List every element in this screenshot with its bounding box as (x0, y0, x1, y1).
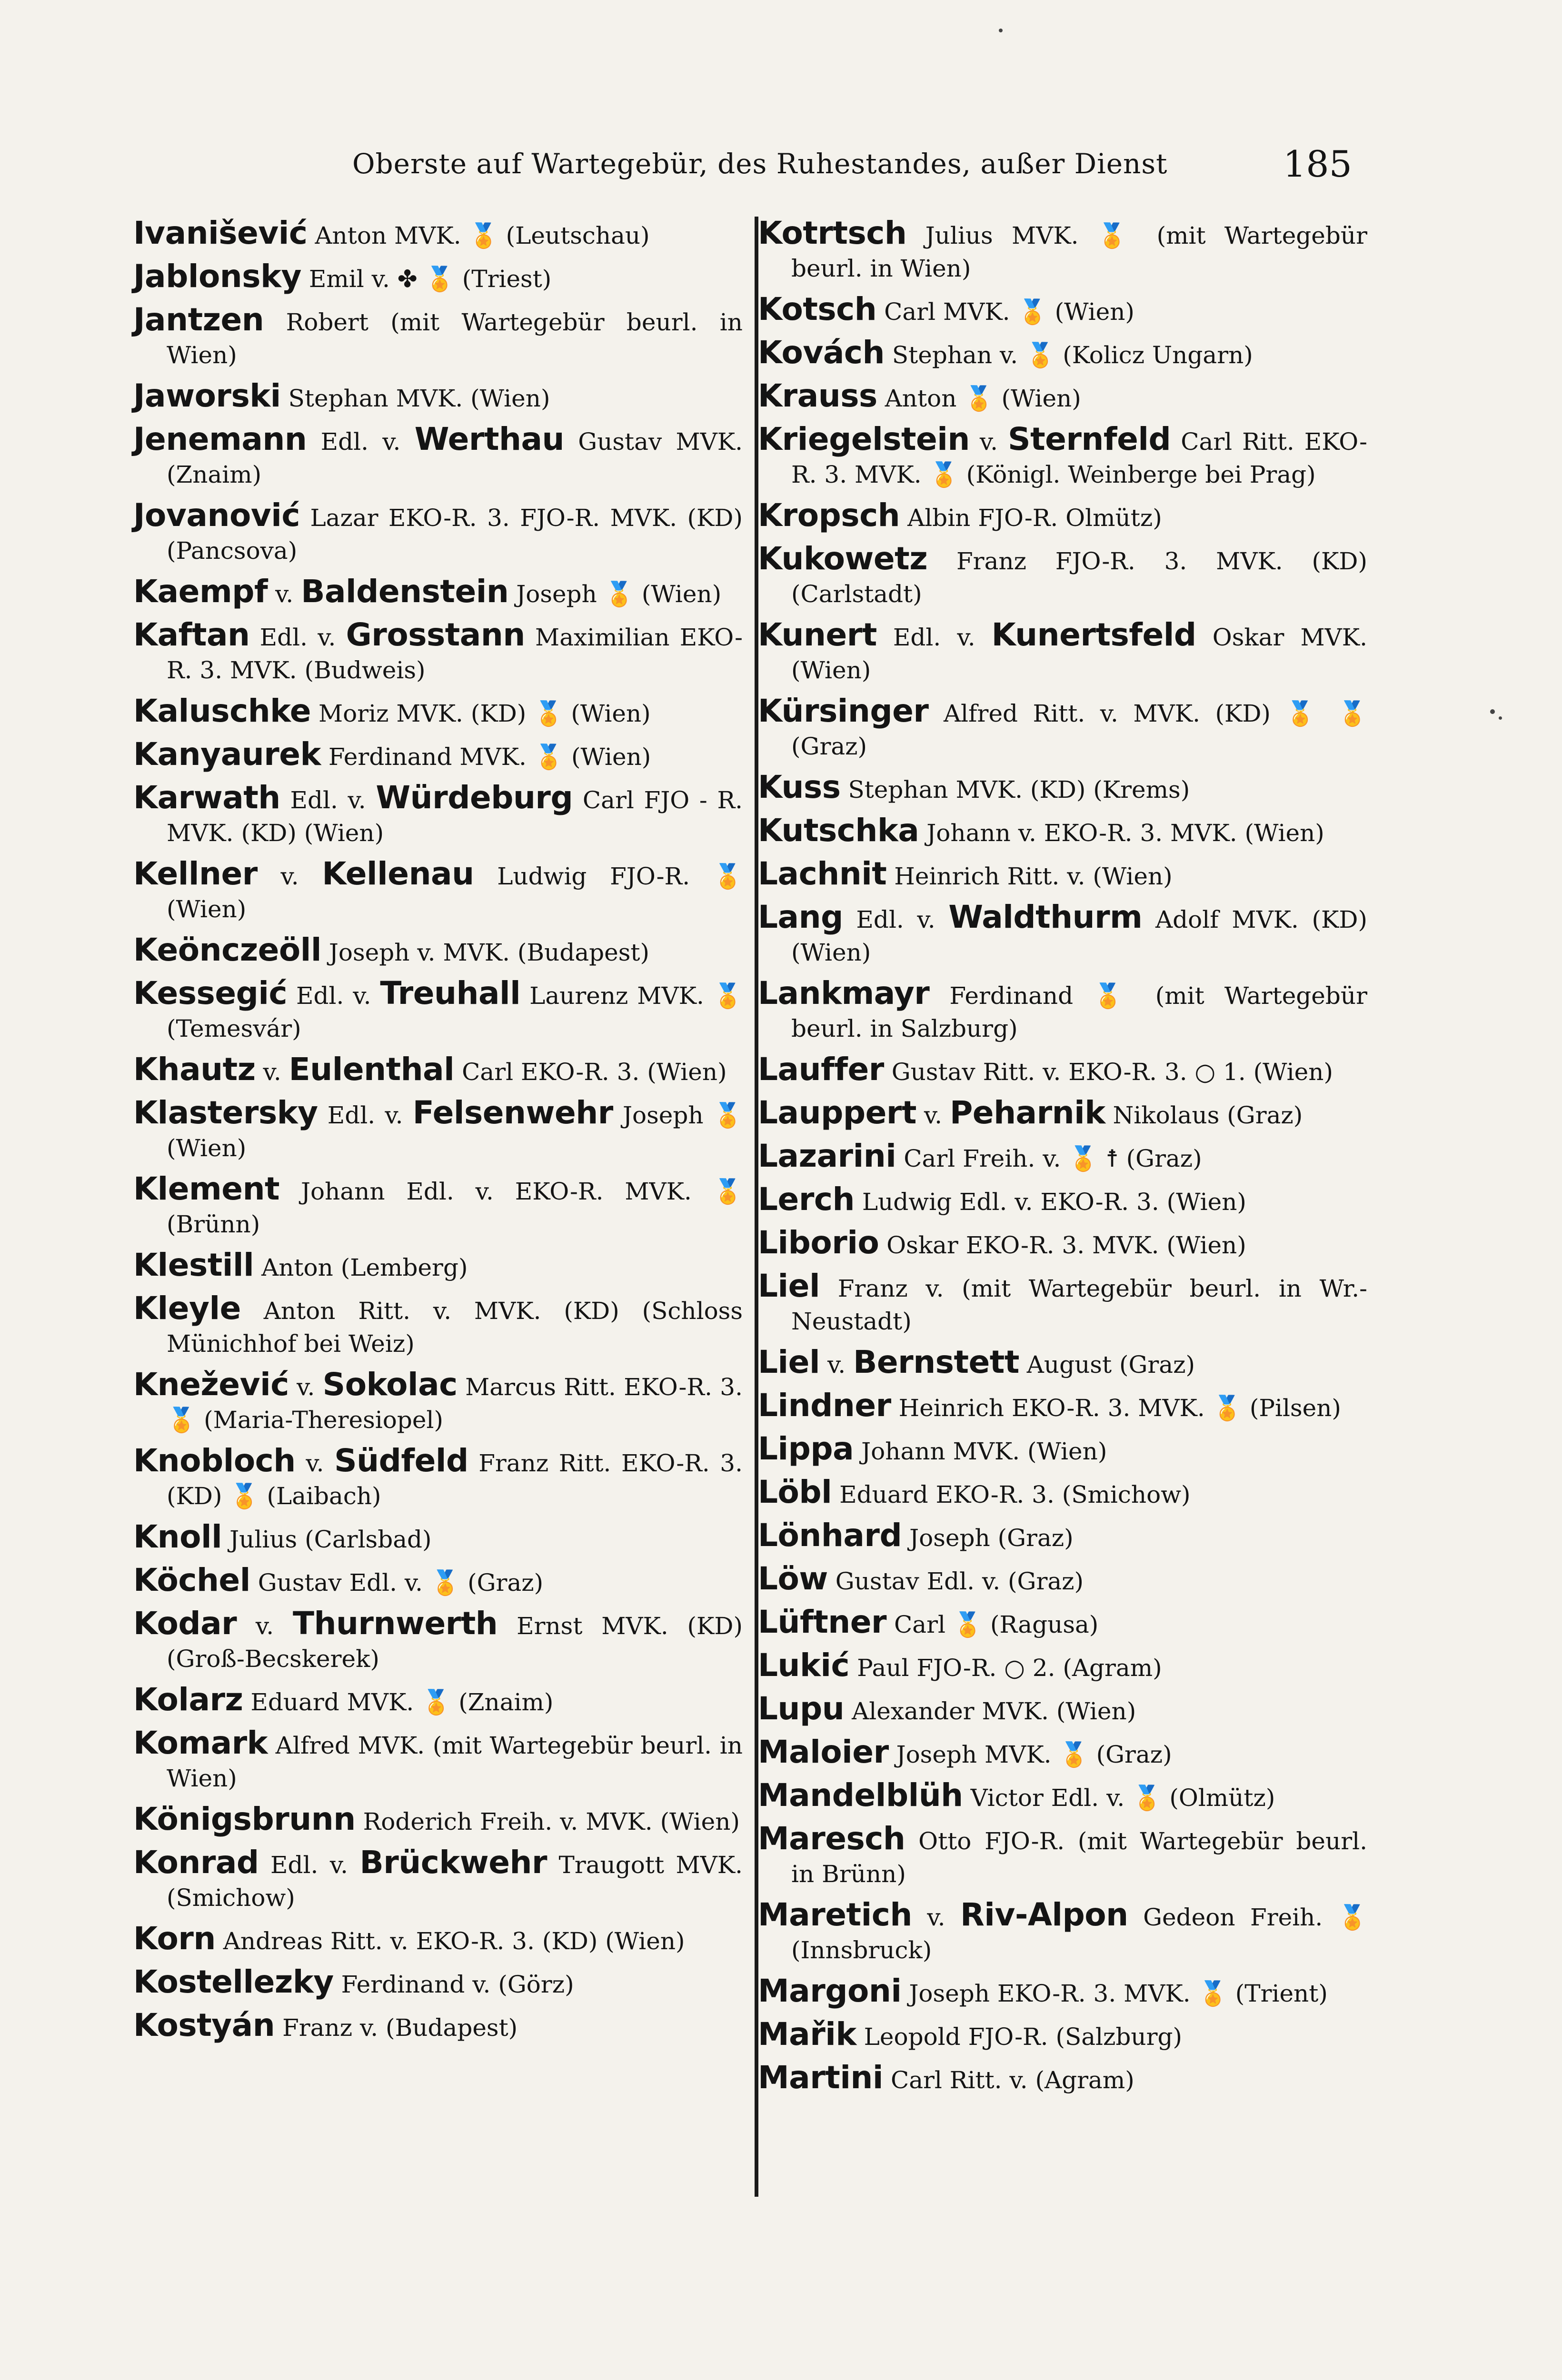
register-entry (133, 1683, 743, 1719)
entry-surname: Klastersky (133, 1094, 318, 1131)
entry-surname: Kutschka (758, 812, 919, 849)
speck (1499, 716, 1502, 720)
entry-surname: Lang (758, 899, 843, 935)
entry-details: Stephan v. 🏅 (Kolicz Ungarn) (885, 341, 1253, 369)
entry-predicate-name: Kellenau (322, 855, 474, 892)
entry-details: Edl. v. (843, 906, 949, 933)
entry-details: Edl. v. (307, 428, 415, 456)
entry-surname: Krauss (758, 377, 877, 414)
entry-surname: Maretich (758, 1896, 912, 1933)
entry-details: Edl. v. (259, 1851, 360, 1879)
entry-details: Moriz MVK. (KD) 🏅 (Wien) (311, 700, 651, 727)
entry-details: Anton (Lemberg) (254, 1254, 468, 1281)
entry-predicate-name: Bernstett (853, 1344, 1019, 1380)
register-entry (758, 1053, 1367, 1089)
entry-surname: Klestill (133, 1247, 254, 1283)
entry-surname: Kaempf (133, 573, 268, 610)
left-column (133, 217, 743, 2044)
register-entry (133, 303, 743, 372)
entry-details: Carl Freih. v. 🏅 ☨ (Graz) (896, 1145, 1202, 1172)
entry-surname: Kostyán (133, 2007, 275, 2043)
register-entry (133, 499, 743, 567)
register-entry (133, 1922, 743, 1958)
right-column (758, 217, 1367, 2097)
entry-surname: Lauppert (758, 1094, 916, 1131)
register-entry (133, 1803, 743, 1838)
register-entry (758, 857, 1367, 893)
entry-details: Paul FJO-R. ○ 2. (Agram) (849, 1654, 1162, 1682)
entry-details: Carl EKO-R. 3. (Wien) (454, 1058, 727, 1086)
entry-surname: Kleyle (133, 1290, 241, 1327)
register-entry (133, 1368, 743, 1437)
register-entry (133, 1726, 743, 1795)
register-entry (758, 1096, 1367, 1132)
entry-surname: Kukowetz (758, 540, 928, 577)
entry-details: Carl Ritt. EKO-R. 3. MVK. 🏅 (Königl. Weinberge bei Prag) (791, 428, 1367, 488)
entry-predicate-name: Felsenwehr (412, 1094, 613, 1131)
entry-details: Leopold FJO-R. (Salzburg) (856, 2023, 1182, 2051)
entry-details: Franz Ritt. EKO-R. 3. (KD) 🏅 (Laibach) (167, 1449, 743, 1510)
register-entry (758, 217, 1367, 285)
register-entry (758, 1692, 1367, 1728)
entry-surname: Kolarz (133, 1681, 243, 1718)
entry-surname: Kostellezky (133, 1964, 334, 2000)
register-entry (758, 499, 1367, 535)
entry-details: Roderich Freih. v. MVK. (Wien) (355, 1808, 740, 1835)
entry-surname: Kunert (758, 616, 877, 653)
register-entry (133, 1249, 743, 1284)
entry-details: Johann v. EKO-R. 3. MVK. (Wien) (919, 819, 1324, 847)
entry-surname: Lachnit (758, 855, 887, 892)
register-entry (758, 1898, 1367, 1967)
entry-details: Oskar MVK. (Wien) (791, 624, 1367, 684)
entry-surname: Knoll (133, 1518, 222, 1555)
entry-predicate-name: Grosstann (346, 616, 525, 653)
entry-details: Albin FJO-R. Olmütz) (900, 504, 1162, 532)
entry-details: Eduard MVK. 🏅 (Znaim) (243, 1688, 554, 1716)
entry-surname: Jantzen (133, 301, 264, 338)
entry-details: v. (237, 1612, 293, 1640)
entry-details: Ludwig FJO-R. 🏅 (Wien) (167, 863, 743, 923)
entry-details: Traugott MVK. (Smichow) (167, 1851, 743, 1912)
entry-details: Anton Ritt. v. MVK. (KD) (Schloss Münichhof bei Weiz) (167, 1297, 743, 1358)
register-entry (133, 1520, 743, 1556)
entry-details: v. (268, 580, 301, 608)
entry-surname: Liborio (758, 1224, 879, 1261)
entry-details: Carl Ritt. v. (Agram) (883, 2066, 1134, 2094)
entry-details: Laurenz MVK. 🏅 (Temesvár) (167, 982, 743, 1042)
register-entry (133, 1444, 743, 1513)
register-entry (133, 2009, 743, 2044)
entry-details: Ernst MVK. (KD) (Groß-Becskerek) (167, 1612, 743, 1673)
register-entry (758, 1735, 1367, 1771)
entry-details: August (Graz) (1019, 1351, 1195, 1378)
register-entry (133, 1846, 743, 1914)
entry-surname: Maresch (758, 1820, 905, 1857)
entry-details: Emil v. ✤ 🏅 (Triest) (301, 265, 552, 293)
entry-predicate-name: Sokolac (322, 1366, 458, 1403)
entry-surname: Kaluschke (133, 693, 311, 729)
entry-details: Franz FJO-R. 3. MVK. (KD) (Carlstadt) (791, 547, 1367, 608)
entry-surname: Kodar (133, 1605, 237, 1642)
entry-details: Anton MVK. 🏅 (Leutschau) (307, 222, 650, 249)
entry-details: Marcus Ritt. EKO-R. 3. 🏅 (Maria-Theresiopel) (167, 1373, 743, 1434)
register-entry (758, 1389, 1367, 1425)
register-entry (133, 1053, 743, 1089)
entry-surname: Kovách (758, 334, 885, 371)
entry-details: Johann MVK. (Wien) (854, 1438, 1107, 1465)
register-entry (133, 1096, 743, 1165)
register-entry (133, 694, 743, 730)
register-entry (758, 1183, 1367, 1219)
entry-details: Victor Edl. v. 🏅 (Olmütz) (963, 1784, 1275, 1812)
register-entry (133, 1965, 743, 2001)
entry-surname: Konrad (133, 1844, 259, 1881)
register-entry (758, 1974, 1367, 2010)
speck (1490, 709, 1495, 714)
register-entry (758, 1476, 1367, 1511)
entry-details: Adolf MVK. (KD) (Wien) (791, 906, 1367, 966)
entry-surname: Königsbrunn (133, 1801, 356, 1837)
entry-surname: Klement (133, 1170, 280, 1207)
entry-details: Eduard EKO-R. 3. (Smichow) (832, 1481, 1191, 1508)
register-entry (133, 260, 743, 296)
register-entry (133, 781, 743, 850)
entry-details: v. (255, 1058, 289, 1086)
entry-details: Heinrich EKO-R. 3. MVK. 🏅 (Pilsen) (891, 1394, 1341, 1422)
page-header (133, 143, 1352, 195)
entry-details: v. (969, 428, 1008, 456)
register-entry (133, 857, 743, 926)
entry-surname: Margoni (758, 1973, 902, 2009)
entry-details: Anton 🏅 (Wien) (877, 385, 1081, 412)
entry-surname: Ivanišević (133, 215, 308, 251)
entry-surname: Kotrtsch (758, 215, 907, 251)
entry-details: Franz v. (mit Wartegebür beurl. in Wr.-Neustadt) (791, 1275, 1367, 1335)
entry-predicate-name: Waldthurm (948, 899, 1143, 935)
entry-surname: Kotsch (758, 291, 877, 327)
entry-details: Carl FJO - R. MVK. (KD) (Wien) (167, 786, 743, 847)
entry-surname: Kellner (133, 855, 258, 892)
entry-predicate-name: Brückwehr (359, 1844, 547, 1881)
entry-details: Alfred MVK. (mit Wartegebür beurl. in Wien) (167, 1732, 743, 1792)
entry-details: Johann Edl. v. EKO-R. MVK. 🏅 (Brünn) (167, 1178, 743, 1238)
entry-surname: Maloier (758, 1734, 889, 1770)
entry-surname: Jenemann (133, 421, 307, 457)
register-entry (133, 977, 743, 1045)
entry-surname: Kaftan (133, 616, 250, 653)
entry-surname: Mařik (758, 2016, 856, 2053)
register-entry (758, 1562, 1367, 1598)
register-entry (758, 423, 1367, 491)
register-entry (758, 1346, 1367, 1381)
register-entry (758, 542, 1367, 611)
entry-details: Oskar EKO-R. 3. MVK. (Wien) (879, 1231, 1246, 1259)
entry-details: v. (257, 863, 322, 890)
entry-surname: Kriegelstein (758, 421, 970, 457)
entry-details: Joseph 🏅 (Wien) (508, 580, 722, 608)
entry-surname: Keönczeöll (133, 932, 321, 968)
entry-details: Joseph EKO-R. 3. MVK. 🏅 (Trient) (901, 1980, 1328, 2007)
register-entry (758, 1822, 1367, 1891)
running-head: Oberste auf Wartegebür, des Ruhestandes, außer Dienst (352, 148, 1168, 180)
entry-details: Carl 🏅 (Ragusa) (886, 1611, 1099, 1638)
register-entry (758, 293, 1367, 328)
entry-surname: Lukić (758, 1647, 850, 1684)
register-entry (758, 977, 1367, 1045)
entry-details: Gustav Edl. v. 🏅 (Graz) (250, 1569, 544, 1597)
entry-surname: Martini (758, 2059, 884, 2096)
register-entry (758, 1519, 1367, 1555)
entry-predicate-name: Würdeburg (376, 779, 573, 816)
register-entry (133, 217, 743, 252)
register-entry (758, 618, 1367, 687)
entry-surname: Kanyaurek (133, 736, 321, 773)
entry-predicate-name: Thurnwerth (292, 1605, 498, 1642)
register-entry (758, 1779, 1367, 1815)
entry-details: Gustav MVK. (Znaim) (167, 428, 743, 488)
entry-details: Heinrich Ritt. v. (Wien) (886, 863, 1173, 890)
entry-details: v. (912, 1904, 960, 1931)
entry-predicate-name: Sternfeld (1008, 421, 1171, 457)
register-entry (758, 771, 1367, 806)
register-entry (133, 738, 743, 774)
entry-details: v. (289, 1373, 323, 1401)
entry-surname: Knežević (133, 1366, 289, 1403)
register-entry (758, 2018, 1367, 2053)
entry-surname: Köchel (133, 1562, 250, 1598)
register-entry (133, 933, 743, 969)
entry-details: Alfred Ritt. v. MVK. (KD) 🏅 🏅 (Graz) (791, 700, 1367, 760)
entry-predicate-name: Werthau (414, 421, 565, 457)
entry-details: Ferdinand MVK. 🏅 (Wien) (320, 743, 651, 771)
entry-surname: Lauffer (758, 1051, 884, 1088)
entry-surname: Liel (758, 1268, 820, 1304)
entry-details: Robert (mit Wartegebür beurl. in Wien) (167, 308, 743, 369)
entry-details: Lazar EKO-R. 3. FJO-R. MVK. (KD) (Pancsova) (167, 504, 743, 565)
register-entry (133, 1292, 743, 1360)
entry-surname: Korn (133, 1920, 216, 1957)
entry-surname: Lankmayr (758, 975, 930, 1012)
entry-surname: Kropsch (758, 497, 900, 534)
entry-predicate-name: Südfeld (334, 1442, 468, 1479)
entry-details: v. (820, 1351, 854, 1378)
entry-details: Joseph 🏅 (Wien) (167, 1101, 743, 1162)
entry-surname: Karwath (133, 779, 280, 816)
entry-surname: Jaworski (133, 377, 281, 414)
register-entry (758, 1432, 1367, 1468)
register-entry (758, 694, 1367, 763)
entry-details: Edl. v. (287, 982, 380, 1010)
entry-surname: Khautz (133, 1051, 256, 1088)
register-entry (133, 1172, 743, 1241)
speck (999, 29, 1003, 32)
register-entry (758, 2061, 1367, 2097)
entry-details: Nikolaus (Graz) (1105, 1101, 1303, 1129)
register-entry (758, 1226, 1367, 1262)
register-entry (133, 423, 743, 491)
entry-surname: Kürsinger (758, 693, 929, 729)
entry-details: Franz v. (Budapest) (275, 2014, 518, 2042)
entry-surname: Kuss (758, 769, 841, 805)
register-entry (133, 575, 743, 611)
entry-details: Ludwig Edl. v. EKO-R. 3. (Wien) (854, 1188, 1246, 1216)
register-entry (758, 336, 1367, 372)
register-entry (758, 1649, 1367, 1685)
entry-surname: Jovanović (133, 497, 300, 534)
entry-surname: Lerch (758, 1181, 855, 1218)
entry-details: v. (295, 1449, 335, 1477)
entry-surname: Lupu (758, 1690, 845, 1727)
entry-details: Stephan MVK. (KD) (Krems) (840, 776, 1190, 803)
entry-surname: Löw (758, 1560, 828, 1597)
entry-surname: Jablonsky (133, 258, 301, 295)
register-entry (758, 814, 1367, 850)
entry-details: Edl. v. (280, 786, 376, 814)
entry-surname: Lippa (758, 1430, 854, 1467)
entry-details: Ferdinand v. (Görz) (333, 1971, 574, 1998)
register-entry (758, 1606, 1367, 1641)
entry-details: Edl. v. (318, 1101, 413, 1129)
register-entry (133, 379, 743, 415)
entry-details: Carl MVK. 🏅 (Wien) (876, 298, 1134, 326)
entry-predicate-name: Eulenthal (289, 1051, 455, 1088)
register-entry (758, 901, 1367, 969)
entry-surname: Kessegić (133, 975, 288, 1012)
entry-predicate-name: Kunertsfeld (991, 616, 1196, 653)
register-entry (133, 1607, 743, 1676)
entry-details: Gedeon Freih. 🏅 (Innsbruck) (791, 1904, 1368, 1964)
entry-details: Maximilian EKO-R. 3. MVK. (Budweis) (167, 624, 743, 684)
entry-details: Edl. v. (249, 624, 346, 651)
entry-details: Joseph MVK. 🏅 (Graz) (888, 1741, 1172, 1768)
entry-details: Edl. v. (876, 624, 992, 651)
entry-details: v. (916, 1101, 950, 1129)
entry-predicate-name: Baldenstein (301, 573, 509, 610)
entry-surname: Lindner (758, 1387, 891, 1424)
entry-details: Joseph (Graz) (902, 1524, 1074, 1552)
entry-predicate-name: Treuhall (380, 975, 521, 1012)
entry-surname: Komark (133, 1725, 268, 1761)
register-entry (133, 618, 743, 687)
register-entry (758, 1269, 1367, 1338)
page-number: 185 (1283, 143, 1352, 185)
entry-details: Andreas Ritt. v. EKO-R. 3. (KD) (Wien) (215, 1927, 685, 1955)
entry-surname: Knobloch (133, 1442, 296, 1479)
entry-details: Otto FJO-R. (mit Wartegebür beurl. in Brünn) (791, 1827, 1367, 1888)
entry-surname: Lönhard (758, 1517, 902, 1554)
entry-details: Gustav Ritt. v. EKO-R. 3. ○ 1. (Wien) (884, 1058, 1333, 1086)
entry-details: Julius MVK. 🏅 (mit Wartegebür beurl. in Wien) (791, 222, 1367, 282)
entry-details: Alexander MVK. (Wien) (844, 1697, 1136, 1725)
entry-surname: Mandelblüh (758, 1777, 963, 1814)
entry-details: Gustav Edl. v. (Graz) (827, 1567, 1084, 1595)
entry-details: Julius (Carlsbad) (222, 1526, 432, 1553)
entry-surname: Löbl (758, 1474, 832, 1510)
entry-predicate-name: Peharnik (949, 1094, 1105, 1131)
entry-details: Stephan MVK. (Wien) (280, 385, 550, 412)
register-entry (758, 379, 1367, 415)
entry-details: Joseph v. MVK. (Budapest) (321, 939, 650, 966)
entry-details: Ferdinand 🏅 (mit Wartegebür beurl. in Salzburg) (791, 982, 1367, 1042)
register-entry (133, 1564, 743, 1599)
entry-predicate-name: Riv-Alpon (960, 1896, 1128, 1933)
register-entry (758, 1140, 1367, 1175)
entry-surname: Liel (758, 1344, 820, 1380)
entry-surname: Lüftner (758, 1604, 887, 1640)
entry-surname: Lazarini (758, 1138, 896, 1174)
